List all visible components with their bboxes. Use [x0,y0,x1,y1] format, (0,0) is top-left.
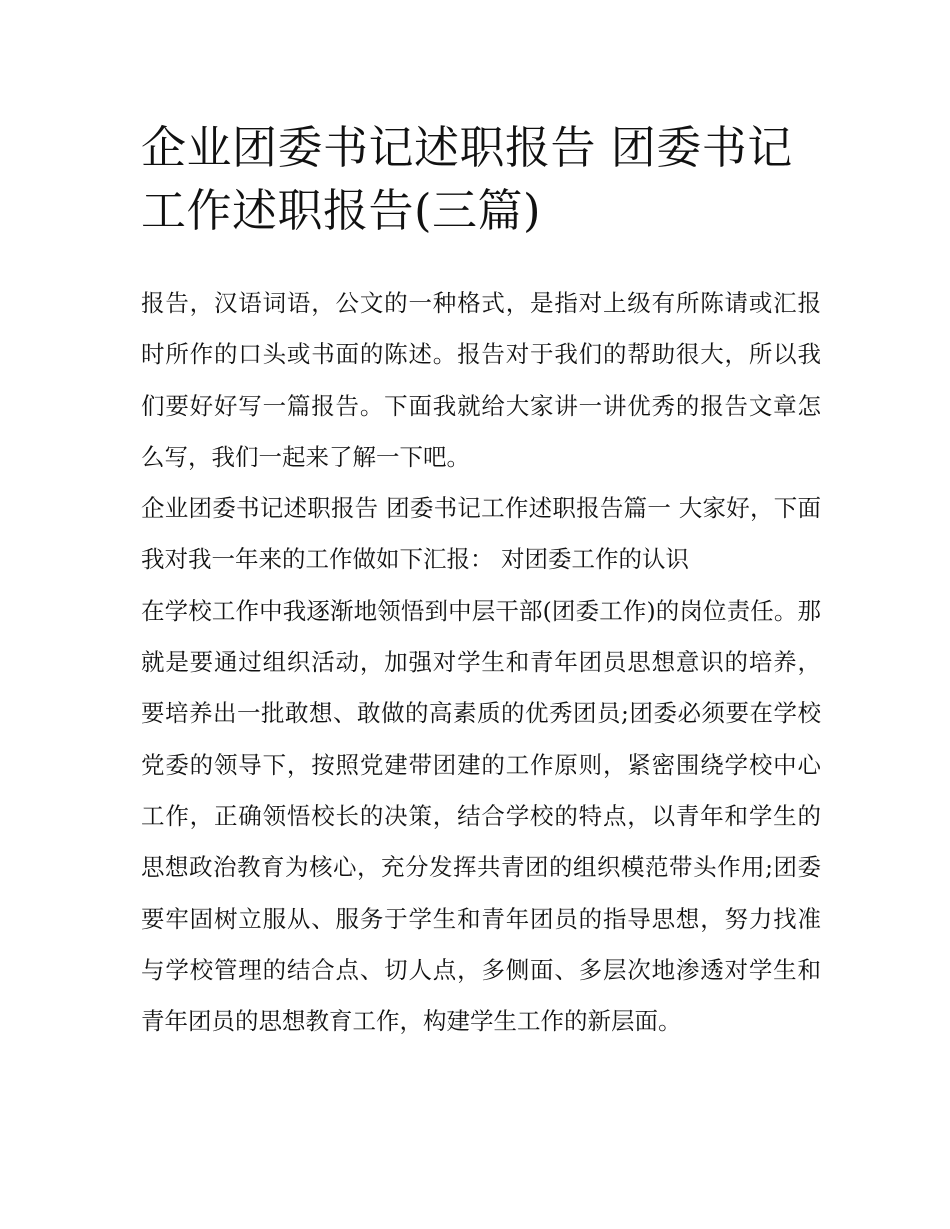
section-heading-paragraph: 企业团委书记述职报告 团委书记工作述职报告篇一 大家好，下面我对我一年来的工作做如下汇报： 对团委工作的认识 [141,494,821,574]
document-title: 企业团委书记述职报告 团委书记工作述职报告(三篇) [141,121,793,237]
body-paragraph: 在学校工作中我逐渐地领悟到中层干部(团委工作)的岗位责任。那就是要通过组织活动，加强对学生和青年团员思想意识的培养，要培养出一批敢想、敢做的高素质的优秀团员;团委必须要在学校党委的领导下，按照党建带团建的工作原则，紧密围绕学校中心工作，正确领悟校长的决策，结合学校的特点，以青年和学生的思想政治教育为核心，充分发挥共青团的组织模范带头作用;团委要牢固树立服从、服务于学生和青年团员的指导思想，努力找准与学校管理的结合点、切人点，多侧面、多层次地渗透对学生和青年团员的思想教育工作，构建学生工作的新层面。 [141,596,821,1036]
intro-paragraph: 报告，汉语词语，公文的一种格式，是指对上级有所陈请或汇报时所作的口头或书面的陈述。报告对于我们的帮助很大，所以我们要好好写一篇报告。下面我就给大家讲一讲优秀的报告文章怎么写，我们一起来了解一下吧。 [141,289,821,471]
document-body [141,278,821,1047]
